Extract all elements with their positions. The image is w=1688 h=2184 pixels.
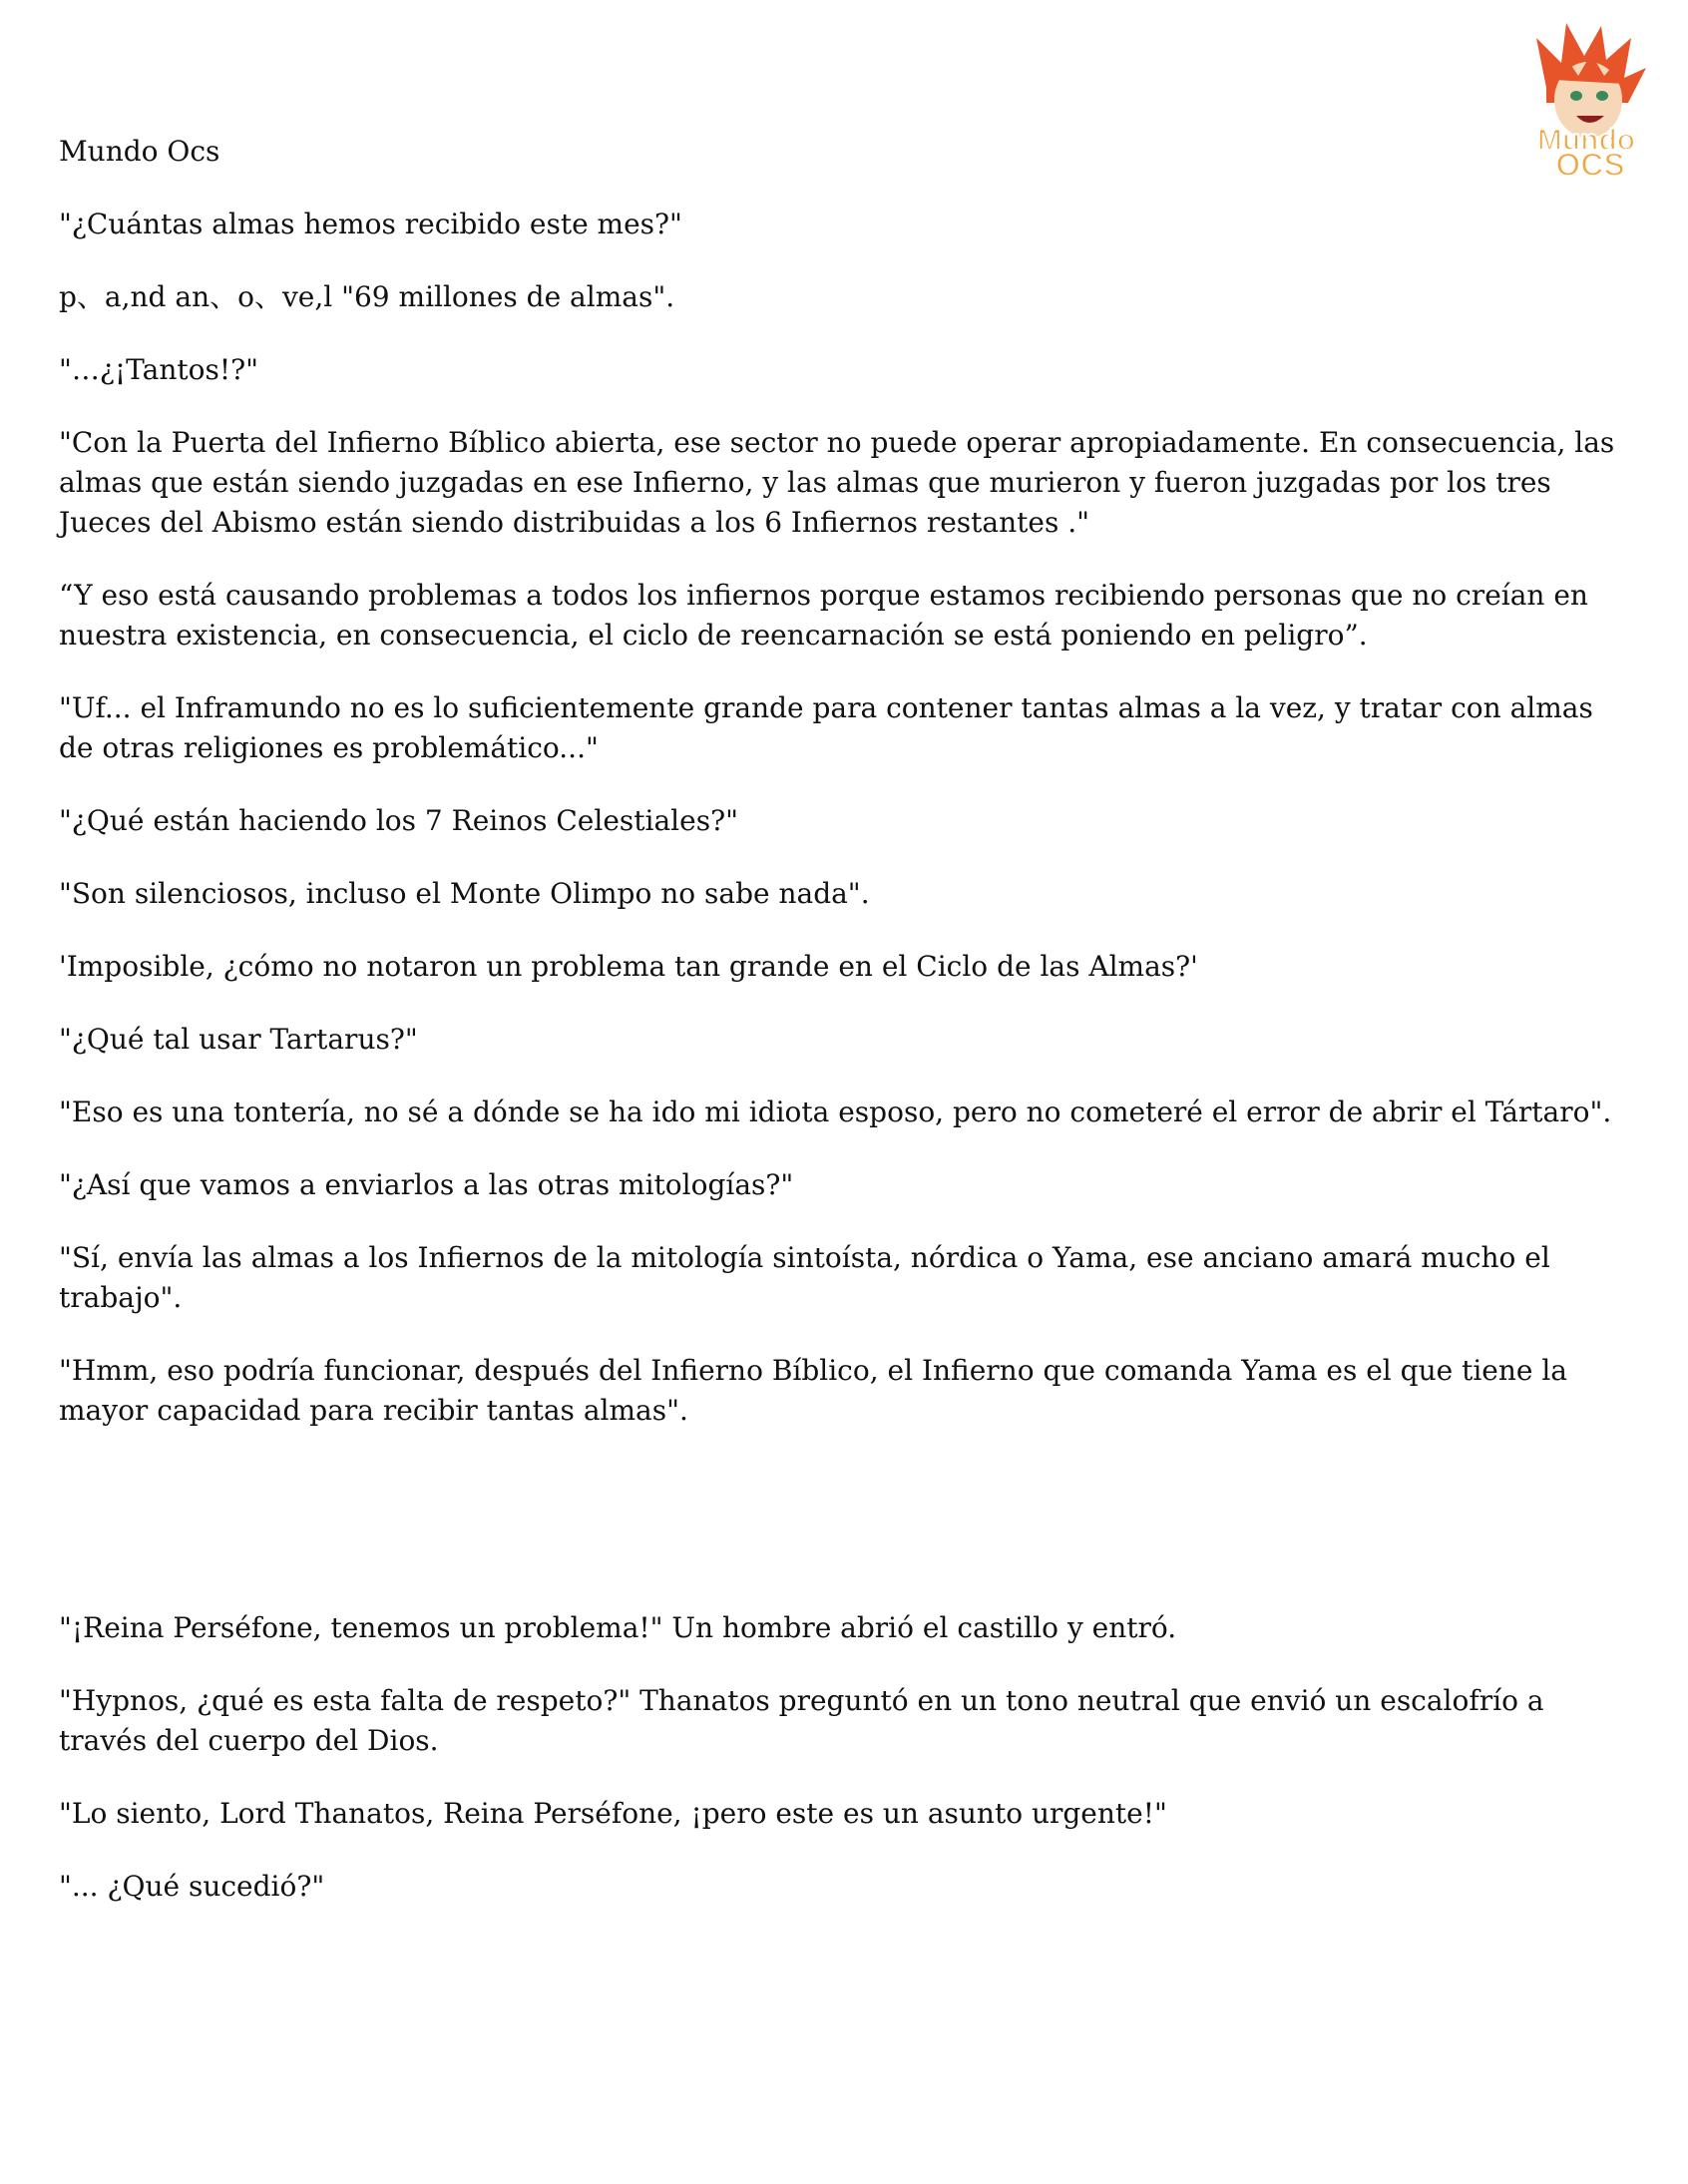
paragraph: "Lo siento, Lord Thanatos, Reina Perséfone, ¡pero este es un asunto urgente!" bbox=[59, 1797, 1167, 1830]
paragraph: "Sí, envía las almas a los Infiernos de la mitología sintoísta, nórdica o Yama, ese anciano amará mucho el trabajo". bbox=[59, 1241, 1550, 1314]
paragraph: "¿Qué tal usar Tartarus?" bbox=[59, 1023, 418, 1056]
logo-text-line2: OCS bbox=[1555, 147, 1625, 178]
logo-text-line1: Mundo bbox=[1536, 124, 1636, 157]
paragraph: "Hmm, eso podría funcionar, después del Infierno Bíblico, el Infierno que comanda Yama es el que tiene la mayor capacidad para recibir tantas almas". bbox=[59, 1354, 1567, 1427]
paragraph: "Con la Puerta del Infierno Bíblico abierta, ese sector no puede operar apropiadamente. En consecuencia, las almas que están siendo juzgadas en ese Infierno, y las almas que murieron y fueron juzgadas por los tres Jueces del Abismo están siendo distribuidas a los 6 Infiernos restantes ." bbox=[59, 426, 1615, 539]
paragraph: "¡Reina Perséfone, tenemos un problema!" Un hombre abrió el castillo y entró. bbox=[59, 1611, 1177, 1644]
paragraph: "Son silenciosos, incluso el Monte Olimpo no sabe nada". bbox=[59, 877, 870, 910]
paragraph: "…¿¡Tantos!?" bbox=[59, 353, 258, 386]
paragraph: "¿Así que vamos a enviarlos a las otras mitologías?" bbox=[59, 1168, 794, 1201]
paragraph: "¿Cuántas almas hemos recibido este mes?" bbox=[59, 208, 682, 240]
paragraph: “Y eso está causando problemas a todos los infiernos porque estamos recibiendo personas que no creían en nuestra existencia, en consecuencia, el ciclo de reencarnación se está poniendo en peligro”. bbox=[59, 579, 1588, 652]
paragraph: 'Imposible, ¿cómo no notaron un problema tan grande en el Ciclo de las Almas?' bbox=[59, 950, 1198, 983]
logo-eye-left bbox=[1570, 91, 1582, 101]
paragraph: "... ¿Qué sucedió?" bbox=[59, 1870, 325, 1903]
paragraph: "Eso es una tontería, no sé a dónde se ha ido mi idiota esposo, pero no cometeré el error de abrir el Tártaro". bbox=[59, 1095, 1612, 1128]
source-header: Mundo Ocs bbox=[59, 135, 220, 168]
logo-eye-right bbox=[1596, 91, 1608, 101]
paragraph: "Hypnos, ¿qué es esta falta de respeto?" Thanatos preguntó en un tono neutral que envió un escalofrío a través del cuerpo del Dios. bbox=[59, 1684, 1544, 1757]
paragraph: "Uf... el Inframundo no es lo suficientemente grande para contener tantas almas a la vez, y tratar con almas de otras religiones es problemático..." bbox=[59, 691, 1593, 764]
document-body bbox=[59, 132, 1635, 1940]
paragraph: "¿Qué están haciendo los 7 Reinos Celestiales?" bbox=[59, 804, 738, 837]
paragraph: p、a,nd an、o、ve,l "69 millones de almas". bbox=[59, 280, 675, 313]
section-break bbox=[59, 1464, 1635, 1608]
